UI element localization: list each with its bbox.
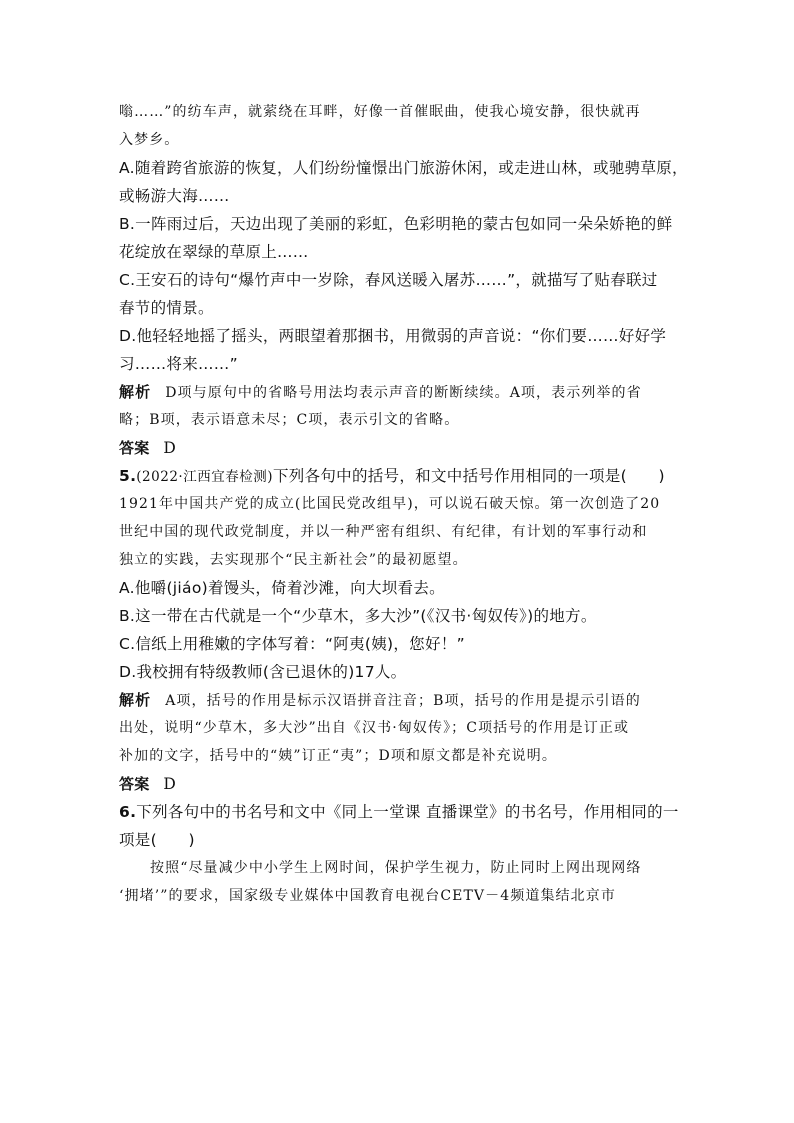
q5-option-b: B.这一带在古代就是一个“少草木，多大沙”(《汉书·匈奴传》)的地方。 (119, 607, 597, 625)
q6-passage-line: 按照“尽量减少中小学生上网时间，保护学生视力，防止同时上网出现网络 (150, 860, 642, 876)
q4-analysis-cont: 略；B项，表示语意未尽；C项，表示引文的省略。 (119, 412, 460, 428)
q5-option-c: C.信纸上用稚嫩的字体写着：“阿夷(姨)，您好！” (119, 635, 465, 653)
q5-answer (119, 770, 679, 798)
q4-analysis (119, 378, 679, 406)
question-number: 6. (119, 803, 137, 821)
q5-passage-line: 世纪中国的现代政党制度，并以一种严密有组织、有纪律，有计划的军事行动和 (119, 524, 648, 540)
option-c: C.王安石的诗句“爆竹声中一岁除，春风送暖入屠苏……”，就描写了贴春联过 (119, 271, 658, 289)
question-stem: 下列各句中的书名号和文中《同上一堂课 直播课堂》的书名号，作用相同的一 (136, 803, 679, 821)
q6-passage-line: ‘拥堵’”的要求，国家级专业媒体中国教育电视台CETV－4频道集结北京市 (119, 888, 616, 904)
analysis-text: A项，括号的作用是标示汉语拼音注音；B项，括号的作用是提示引语的 (165, 693, 641, 709)
question-source: (2022·江西宜春检测) (136, 469, 273, 485)
q5-passage-line: 1921年中国共产党的成立(比国民党改组早)，可以说石破天惊。第一次创造了20 (119, 496, 661, 512)
answer-label: 答案 (119, 439, 150, 457)
analysis-label: 解析 (119, 691, 152, 709)
option-a-cont: 或畅游大海…… (119, 187, 230, 205)
answer-value: D (163, 775, 177, 793)
option-b: B.一阵雨过后，天边出现了美丽的彩虹，色彩明艳的蒙古包如同一朵朵娇艳的鲜 (119, 215, 673, 233)
option-c-cont: 春节的情景。 (119, 299, 214, 317)
answer-value: D (163, 439, 177, 457)
answer-label: 答案 (119, 775, 150, 793)
q4-answer (119, 434, 679, 462)
q5-analysis-cont: 补加的文字，括号中的“姨”订正“夷”；D项和原文都是补充说明。 (119, 748, 557, 764)
option-d: D.他轻轻地摇了摇头，两眼望着那捆书，用微弱的声音说：“你们要……好好学 (119, 327, 667, 345)
analysis-label: 解析 (119, 383, 152, 401)
q5-option-d: D.我校拥有特级教师(含已退休的)17人。 (119, 663, 407, 681)
question-number: 5. (119, 467, 137, 485)
q5-analysis-cont: 出处，说明“少草木，多大沙”出自《汉书·匈奴传》；C项括号的作用是订正或 (119, 720, 630, 736)
q5-passage-line: 独立的实践，去实现那个“民主新社会”的最初愿望。 (119, 552, 468, 568)
q5-option-a: A.他嚼(jiáo)着馒头，倚着沙滩，向大坝看去。 (119, 579, 445, 597)
q5-analysis (119, 686, 679, 714)
analysis-text: D项与原句中的省略号用法均表示声音的断断续续。A项，表示列举的省 (165, 385, 642, 401)
document-content (119, 98, 688, 910)
question-stem: 下列各句中的括号，和文中括号作用相同的一项是( ) (272, 467, 665, 485)
passage-line: 入梦乡。 (119, 132, 180, 148)
option-b-cont: 花绽放在翠绿的草原上…… (119, 243, 309, 261)
q6-stem-cont: 项是( ) (119, 831, 195, 849)
option-d-cont: 习……将来……” (119, 355, 238, 373)
q5-stem (119, 462, 679, 490)
option-a: A.随着跨省旅游的恢复，人们纷纷憧憬出门旅游休闲，或走进山林，或驰骋草原， (119, 159, 688, 177)
q6-stem (119, 798, 679, 826)
passage-line: 嗡……”的纺车声，就萦绕在耳畔，好像一首催眠曲，使我心境安静，很快就再 (119, 104, 641, 120)
